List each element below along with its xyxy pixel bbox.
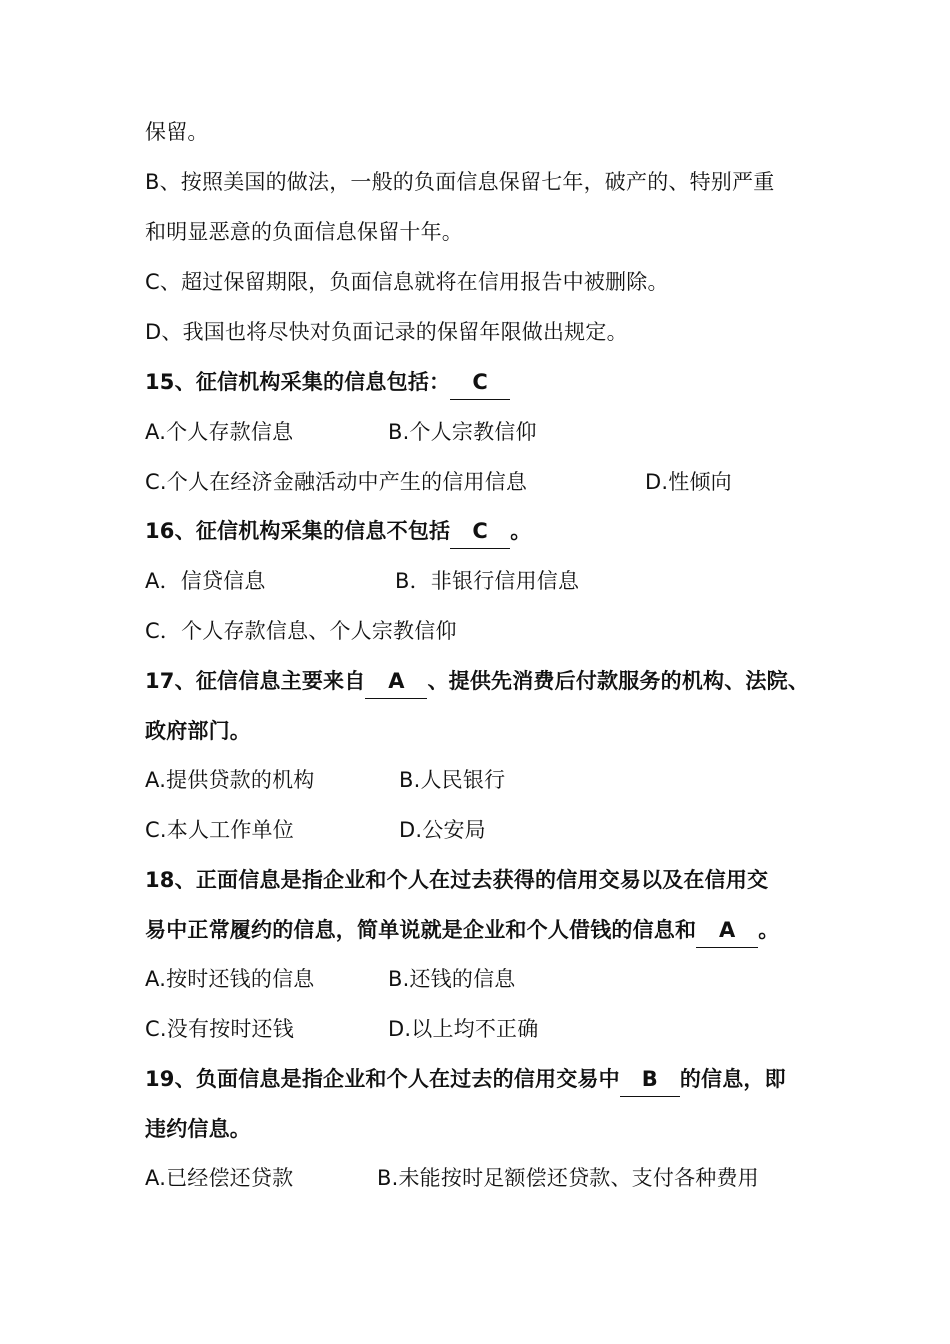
question-18-options-row <box>145 1009 845 1049</box>
option-a: A.已经偿还贷款 <box>145 1166 294 1190</box>
option-c: C.本人工作单位 <box>145 818 294 842</box>
question-18-options-row <box>145 959 845 999</box>
question-18-stem-line2 <box>145 910 779 950</box>
question-17-options-row <box>145 760 845 800</box>
option-b: B.人民银行 <box>399 768 506 792</box>
question-16-options-row <box>145 561 845 601</box>
question-19-stem-line2: 违约信息。 <box>145 1117 251 1141</box>
question-text: 的信息，即 <box>679 1067 786 1091</box>
text-line: C、超过保留期限，负面信息就将在信用报告中被删除。 <box>145 270 669 294</box>
option-a: A．信贷信息 <box>145 569 266 593</box>
text-line: 和明显恶意的负面信息保留十年。 <box>145 220 463 244</box>
answer-blank: A <box>696 915 758 948</box>
option-d: D.以上均不正确 <box>388 1017 539 1041</box>
question-text: 易中正常履约的信息，简单说就是企业和个人借钱的信息和 <box>145 918 697 942</box>
answer-blank: C <box>450 516 510 549</box>
question-text: 15、征信机构采集的信息包括： <box>145 370 451 394</box>
text-line: B、按照美国的做法，一般的负面信息保留七年，破产的、特别严重 <box>145 170 775 194</box>
option-b: B．非银行信用信息 <box>395 569 580 593</box>
question-18-stem: 18、正面信息是指企业和个人在过去获得的信用交易以及在信用交 <box>145 868 769 892</box>
question-19-options-row <box>145 1158 845 1198</box>
question-17-stem <box>145 661 809 701</box>
option-b: B.还钱的信息 <box>388 967 516 991</box>
answer-blank: A <box>365 666 427 699</box>
question-15-options-row <box>145 462 845 502</box>
question-text: 。 <box>510 519 532 543</box>
option-d: D.性倾向 <box>645 470 732 494</box>
option-a: A.按时还钱的信息 <box>145 967 315 991</box>
question-19-stem <box>145 1059 786 1099</box>
question-text: 、提供先消费后付款服务的机构、法院、 <box>427 669 810 693</box>
option-c: C．个人存款信息、个人宗教信仰 <box>145 619 457 643</box>
question-16-stem <box>145 511 531 551</box>
option-a: A.提供贷款的机构 <box>145 768 315 792</box>
question-15-stem <box>145 362 510 402</box>
question-text: 19、负面信息是指企业和个人在过去的信用交易中 <box>145 1067 620 1091</box>
option-a: A.个人存款信息 <box>145 420 294 444</box>
question-15-options-row <box>145 412 845 452</box>
option-d: D.公安局 <box>399 818 486 842</box>
option-b: B.个人宗教信仰 <box>388 420 537 444</box>
question-17-stem-line2: 政府部门。 <box>145 719 251 743</box>
answer-blank: C <box>450 367 510 400</box>
question-text: 16、征信机构采集的信息不包括 <box>145 519 451 543</box>
question-text: 。 <box>758 918 780 942</box>
option-c: C.没有按时还钱 <box>145 1017 294 1041</box>
text-line: D、我国也将尽快对负面记录的保留年限做出规定。 <box>145 320 628 344</box>
text-line: 保留。 <box>145 120 209 144</box>
option-b: B.未能按时足额偿还贷款、支付各种费用 <box>377 1166 759 1190</box>
question-17-options-row <box>145 810 845 850</box>
option-c: C.个人在经济金融活动中产生的信用信息 <box>145 470 528 494</box>
question-text: 17、征信信息主要来自 <box>145 669 366 693</box>
answer-blank: B <box>620 1064 680 1097</box>
